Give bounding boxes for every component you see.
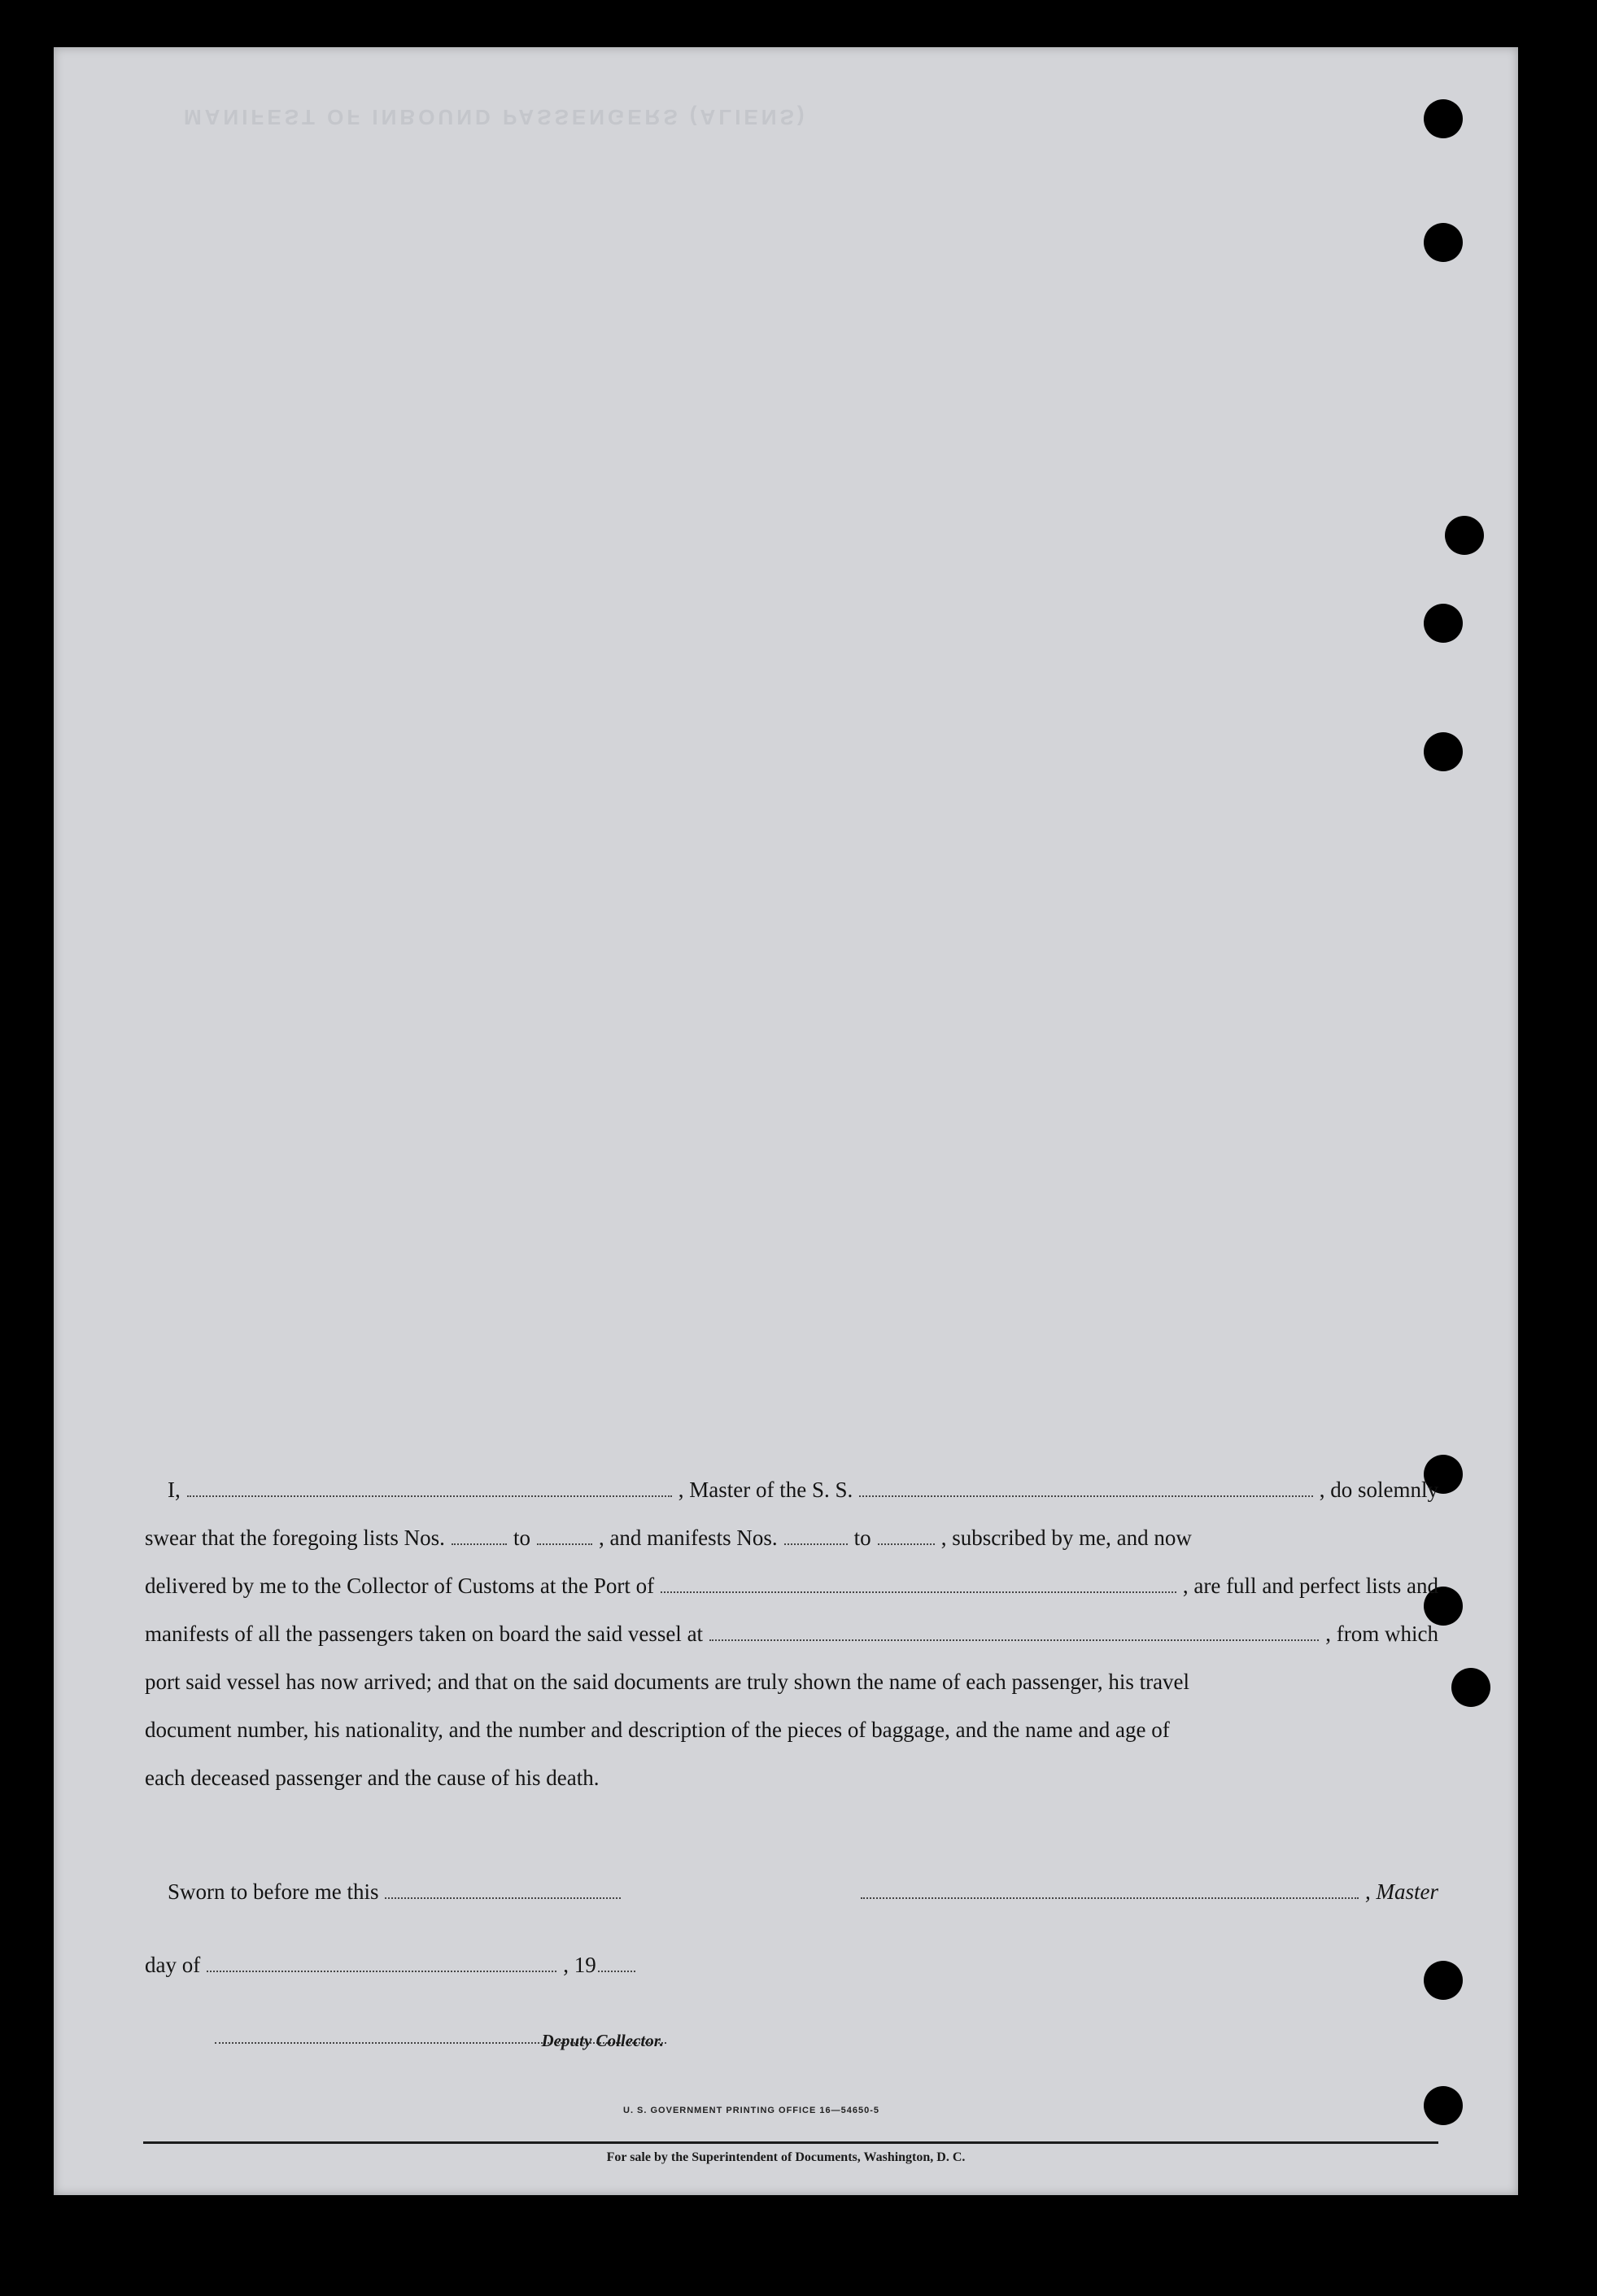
date-row bbox=[145, 1941, 1438, 2014]
port-of-arrival-blank[interactable] bbox=[661, 1577, 1176, 1593]
footer-rule bbox=[143, 2141, 1438, 2144]
list-from-blank[interactable] bbox=[452, 1529, 507, 1545]
oath-text: delivered by me to the Collector of Customs at the Port of bbox=[145, 1574, 655, 1598]
oath-text: , do solemnly bbox=[1319, 1478, 1438, 1502]
date-text: day of bbox=[145, 1953, 201, 1977]
oath-text: , from which bbox=[1325, 1622, 1438, 1646]
oath-text: each deceased passenger and the cause of his death. bbox=[145, 1766, 600, 1790]
oath-text: manifests of all the passengers taken on board the said vessel at bbox=[145, 1622, 704, 1646]
month-blank[interactable] bbox=[207, 1956, 556, 1972]
sworn-row bbox=[145, 1868, 1438, 1941]
sale-notice: For sale by the Superintendent of Documents, Washington, D. C. bbox=[606, 2150, 966, 2164]
oath-text: , Master of the S. S. bbox=[678, 1478, 853, 1502]
oath-text: , are full and perfect lists and bbox=[1182, 1574, 1438, 1598]
oath-text: swear that the foregoing lists Nos. bbox=[145, 1526, 445, 1550]
punch-hole bbox=[1445, 516, 1484, 555]
sworn-day-blank[interactable] bbox=[385, 1883, 621, 1899]
oath-text: to bbox=[513, 1526, 530, 1550]
sworn-block bbox=[145, 1868, 1438, 2014]
ship-name-blank[interactable] bbox=[859, 1481, 1313, 1497]
oath-line-2 bbox=[145, 1514, 1438, 1562]
bleed-through-header: MANIFEST OF INBOUND PASSENGERS (ALIENS) bbox=[184, 105, 808, 129]
oath-line-5 bbox=[145, 1658, 1438, 1706]
deputy-collector-label: Deputy Collector. bbox=[541, 2031, 664, 2050]
master-name-blank[interactable] bbox=[187, 1481, 672, 1497]
port-of-embarkation-blank[interactable] bbox=[709, 1625, 1319, 1641]
master-label: , Master bbox=[1365, 1879, 1438, 1904]
sworn-text: Sworn to before me this bbox=[168, 1879, 379, 1904]
punch-hole bbox=[1451, 1668, 1490, 1707]
oath-line-6 bbox=[145, 1706, 1438, 1754]
oath-line-3 bbox=[145, 1562, 1438, 1610]
oath-paragraph bbox=[145, 1466, 1438, 1802]
oath-text: port said vessel has now arrived; and that on the said documents are truly shown the name of each passenger, his travel bbox=[145, 1670, 1190, 1694]
oath-line-1 bbox=[145, 1466, 1438, 1514]
master-signature-blank[interactable] bbox=[861, 1883, 1359, 1899]
list-to-blank[interactable] bbox=[537, 1529, 592, 1545]
manifest-to-blank[interactable] bbox=[878, 1529, 935, 1545]
oath-text: , and manifests Nos. bbox=[598, 1526, 778, 1550]
oath-text: to bbox=[853, 1526, 871, 1550]
year-blank[interactable] bbox=[598, 1956, 635, 1972]
oath-line-4 bbox=[145, 1610, 1438, 1658]
year-text: , 19 bbox=[563, 1953, 596, 1977]
manifest-from-blank[interactable] bbox=[784, 1529, 848, 1545]
oath-text: I, bbox=[168, 1478, 181, 1502]
printing-office-imprint: U. S. GOVERNMENT PRINTING OFFICE 16—54650-5 bbox=[623, 2106, 880, 2115]
punch-hole bbox=[1424, 99, 1463, 138]
punch-hole bbox=[1424, 732, 1463, 771]
punch-hole bbox=[1424, 604, 1463, 643]
form-page bbox=[54, 47, 1518, 2195]
punch-hole bbox=[1424, 223, 1463, 262]
oath-line-7 bbox=[145, 1754, 1438, 1802]
punch-hole bbox=[1424, 2086, 1463, 2125]
oath-text: , subscribed by me, and now bbox=[940, 1526, 1192, 1550]
oath-text: document number, his nationality, and the number and description of the pieces of baggage, and the name and age of bbox=[145, 1718, 1170, 1742]
